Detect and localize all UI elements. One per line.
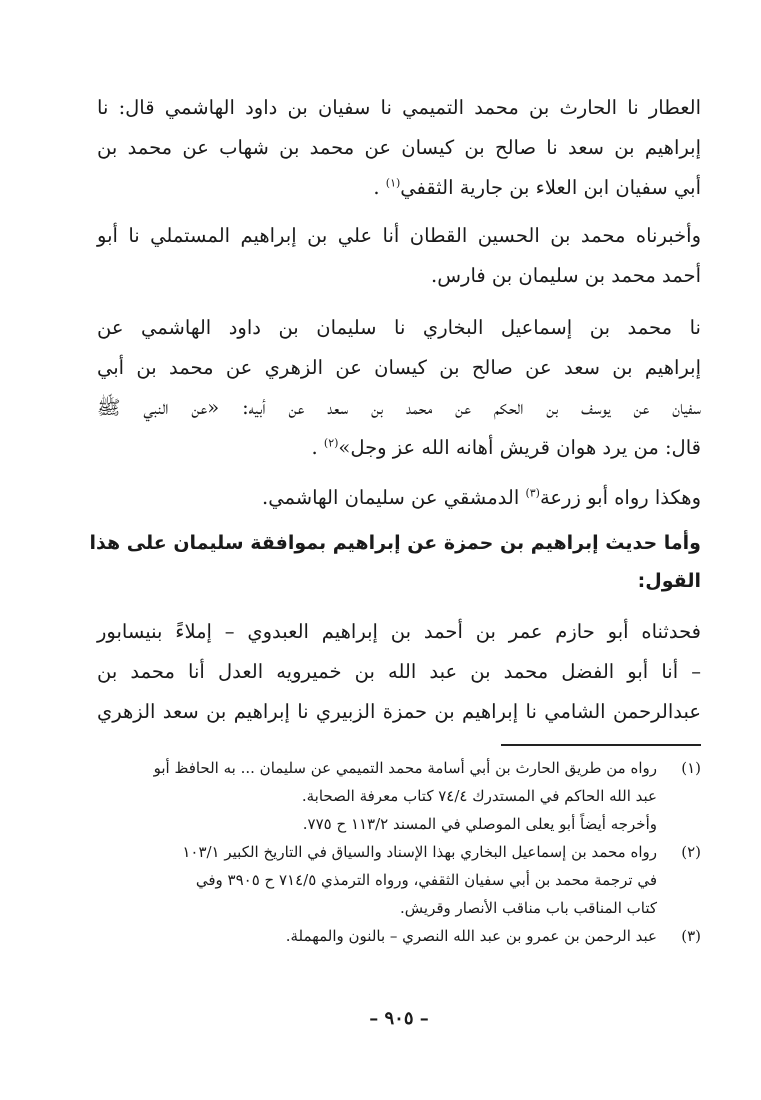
heading-line: وأما حديث إبراهيم بن حمزة عن إبراهيم بموافقة سليمان على هذا bbox=[89, 532, 701, 554]
footnote-1 bbox=[97, 754, 701, 838]
footnote-number: (١) bbox=[681, 759, 701, 777]
footnote-line: رواه من طريق الحارث بن أبي أسامة محمد التميمي عن سليمان ... به الحافظ أبو bbox=[153, 759, 657, 777]
footnote-ref-3: (٣) bbox=[525, 486, 540, 500]
section-heading bbox=[89, 524, 701, 600]
footnote-ref-2: (٢) bbox=[323, 436, 339, 450]
footnotes bbox=[97, 754, 701, 950]
paragraph-3 bbox=[97, 308, 701, 468]
text-line: عبدالرحمن الشامي نا إبراهيم بن حمزة الزبيري نا إبراهيم بن سعد الزهري bbox=[97, 700, 701, 723]
text-line bbox=[97, 478, 701, 518]
text-line: العطار نا الحارث بن محمد التميمي نا سفيان بن داود الهاشمي قال: نا bbox=[97, 96, 701, 119]
paragraph-5 bbox=[97, 612, 701, 732]
footnote-line: كتاب المناقب باب مناقب الأنصار وقريش. bbox=[400, 899, 657, 917]
text-segment: الدمشقي عن سليمان الهاشمي. bbox=[262, 486, 526, 509]
page-number: – ٩٠٥ – bbox=[369, 1008, 429, 1029]
text-line: – أنا أبو الفضل محمد بن عبد الله بن خميرويه العدل أنا محمد بن bbox=[97, 660, 701, 683]
paragraph-1 bbox=[97, 88, 701, 208]
text-line: إبراهيم بن سعد عن صالح بن كيسان عن الزهري عن محمد بن أبي bbox=[97, 356, 701, 379]
text-segment: . bbox=[373, 176, 386, 199]
footnote-3 bbox=[97, 922, 701, 950]
book-page bbox=[89, 88, 701, 1068]
footnote-line: وأخرجه أيضاً أبو يعلى الموصلي في المسند ١١٣/٢ ح ٧٧٥. bbox=[302, 815, 657, 833]
text-segment: قال: من يرد هوان قريش أهانه الله عز وجل» bbox=[338, 436, 701, 459]
footnote-line: عبد الرحمن بن عمرو بن عبد الله النصري – بالنون والمهملة. bbox=[285, 927, 657, 945]
text-line: فحدثناه أبو حازم عمر بن أحمد بن إبراهيم العبدوي – إملاءً بنيسابور bbox=[97, 620, 701, 643]
footnote-2 bbox=[97, 838, 701, 922]
heading-line: القول: bbox=[637, 570, 701, 592]
text-line bbox=[97, 428, 701, 468]
text-line: أحمد محمد بن سليمان بن فارس. bbox=[431, 264, 701, 287]
footnote-ref-1: (١) bbox=[385, 176, 401, 190]
footnote-number: (٢) bbox=[681, 843, 701, 861]
paragraph-4 bbox=[97, 478, 701, 518]
text-segment: وهكذا رواه أبو زرعة bbox=[539, 486, 701, 509]
footnote-line: في ترجمة محمد بن أبي سفيان الثقفي، ورواه الترمذي ٧١٤/٥ ح ٣٩٠٥ وفي bbox=[195, 871, 657, 889]
text-line: نا محمد بن إسماعيل البخاري نا سليمان بن داود الهاشمي عن bbox=[97, 316, 701, 339]
footnote-line: عبد الله الحاكم في المستدرك ٧٤/٤ كتاب معرفة الصحابة. bbox=[301, 787, 657, 805]
footnote-divider bbox=[501, 744, 701, 746]
text-line: وأخبرناه محمد بن الحسين القطان أنا علي بن إبراهيم المستملي نا أبو bbox=[97, 224, 701, 247]
text-line: إبراهيم بن سعد نا صالح بن كيسان عن محمد بن شهاب عن محمد بن bbox=[97, 136, 701, 159]
text-line: سفيان عن يوسف بن الحكم عن محمد بن سعد عن أبيه: «عن النبي ﷺ bbox=[97, 396, 701, 419]
footnote-number: (٣) bbox=[681, 927, 701, 945]
text-segment: أبي سفيان ابن العلاء بن جارية الثقفي bbox=[400, 176, 701, 199]
text-line bbox=[97, 168, 701, 208]
footnote-line: رواه محمد بن إسماعيل البخاري بهذا الإسناد والسياق في التاريخ الكبير ١٠٣/١ bbox=[182, 843, 657, 861]
text-segment: . bbox=[311, 436, 324, 459]
paragraph-2 bbox=[97, 216, 701, 296]
